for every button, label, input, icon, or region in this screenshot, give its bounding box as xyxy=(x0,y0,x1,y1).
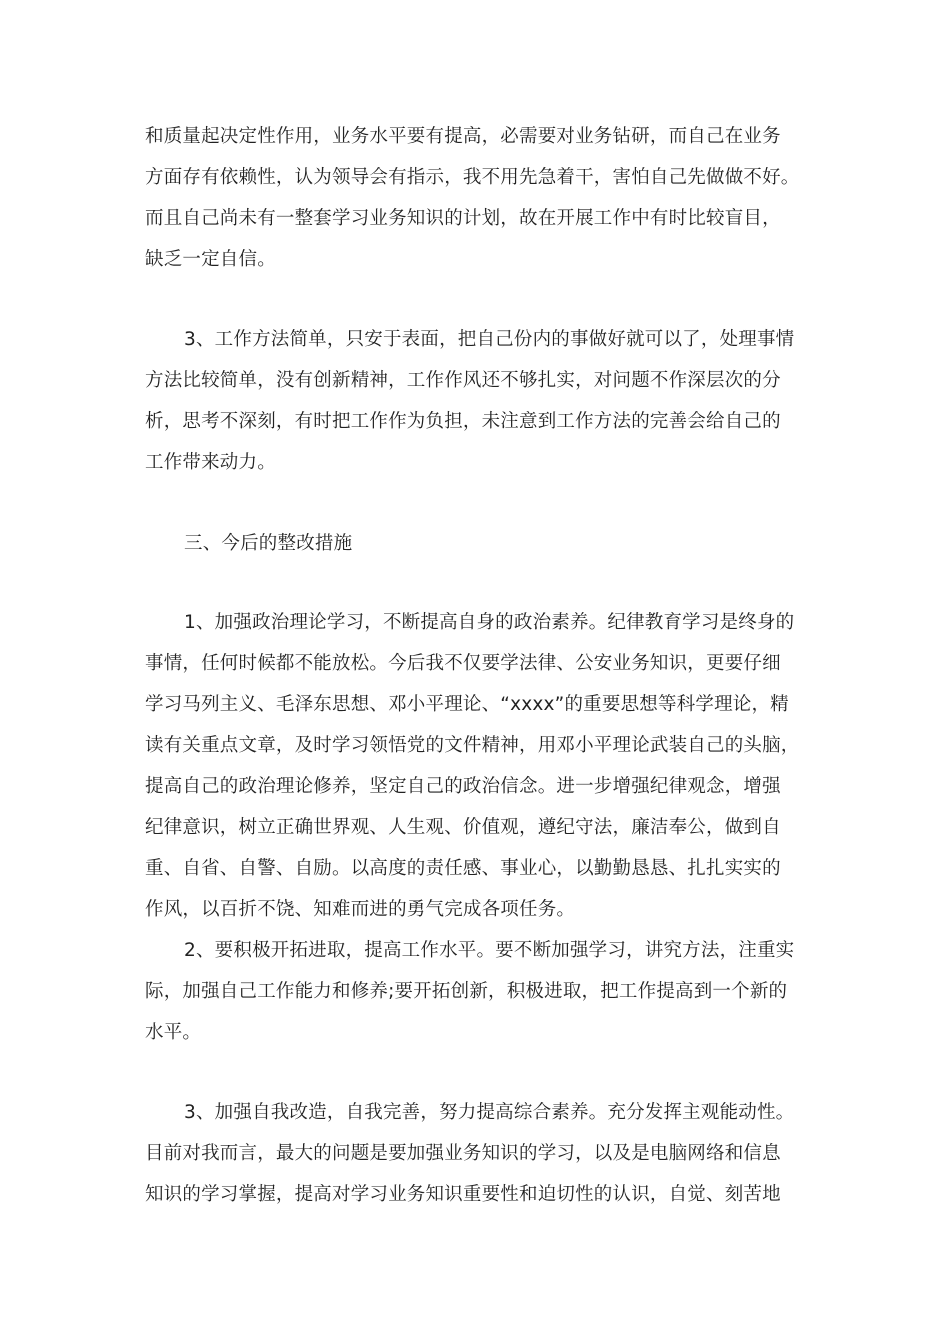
paragraph-line: 目前对我而言，最大的问题是要加强业务知识的学习，以及是电脑网络和信息 xyxy=(145,1143,781,1164)
section-heading: 三、今后的整改措施 xyxy=(184,533,353,554)
paragraph-line: 水平。 xyxy=(145,1022,202,1043)
paragraph-line: 作风，以百折不饶、知难而进的勇气完成各项任务。 xyxy=(145,899,576,920)
paragraph-line: 重、自省、自警、自励。以高度的责任感、事业心，以勤勤恳恳、扎扎实实的 xyxy=(145,858,781,879)
paragraph-line: 1、加强政治理论学习，不断提高自身的政治素养。纪律教育学习是终身的 xyxy=(184,612,795,633)
paragraph-line: 学习马列主义、毛泽东思想、邓小平理论、“xxxx”的重要思想等科学理论，精 xyxy=(145,694,789,715)
paragraph-line: 际，加强自己工作能力和修养;要开拓创新，积极进取，把工作提高到一个新的 xyxy=(145,981,788,1002)
paragraph-line: 3、加强自我改造，自我完善，努力提高综合素养。充分发挥主观能动性。 xyxy=(184,1102,795,1123)
paragraph-line: 读有关重点文章，及时学习领悟党的文件精神，用邓小平理论武装自己的头脑， xyxy=(145,735,800,756)
paragraph-line: 2、要积极开拓进取，提高工作水平。要不断加强学习，讲究方法，注重实 xyxy=(184,940,795,961)
paragraph-line: 方面存有依赖性，认为领导会有指示，我不用先急着干，害怕自己先做做不好。 xyxy=(145,167,800,188)
paragraph-line: 方法比较简单，没有创新精神，工作作风还不够扎实，对问题不作深层次的分 xyxy=(145,370,781,391)
paragraph-line: 提高自己的政治理论修养，坚定自己的政治信念。进一步增强纪律观念，增强 xyxy=(145,776,781,797)
paragraph-line: 工作带来动力。 xyxy=(145,452,276,473)
paragraph-line: 事情，任何时候都不能放松。今后我不仅要学法律、公安业务知识，更要仔细 xyxy=(145,653,781,674)
paragraph-line: 知识的学习掌握，提高对学习业务知识重要性和迫切性的认识，自觉、刻苦地 xyxy=(145,1184,781,1205)
paragraph-line: 3、工作方法简单，只安于表面，把自己份内的事做好就可以了，处理事情 xyxy=(184,329,795,350)
paragraph-line: 纪律意识，树立正确世界观、人生观、价值观，遵纪守法，廉洁奉公，做到自 xyxy=(145,817,781,838)
paragraph-line: 缺乏一定自信。 xyxy=(145,249,276,270)
paragraph-line: 和质量起决定性作用，业务水平要有提高，必需要对业务钻研，而自己在业务 xyxy=(145,126,781,147)
paragraph-line: 析，思考不深刻，有时把工作作为负担，未注意到工作方法的完善会给自己的 xyxy=(145,411,781,432)
paragraph-line: 而且自己尚未有一整套学习业务知识的计划，故在开展工作中有时比较盲目， xyxy=(145,208,781,229)
